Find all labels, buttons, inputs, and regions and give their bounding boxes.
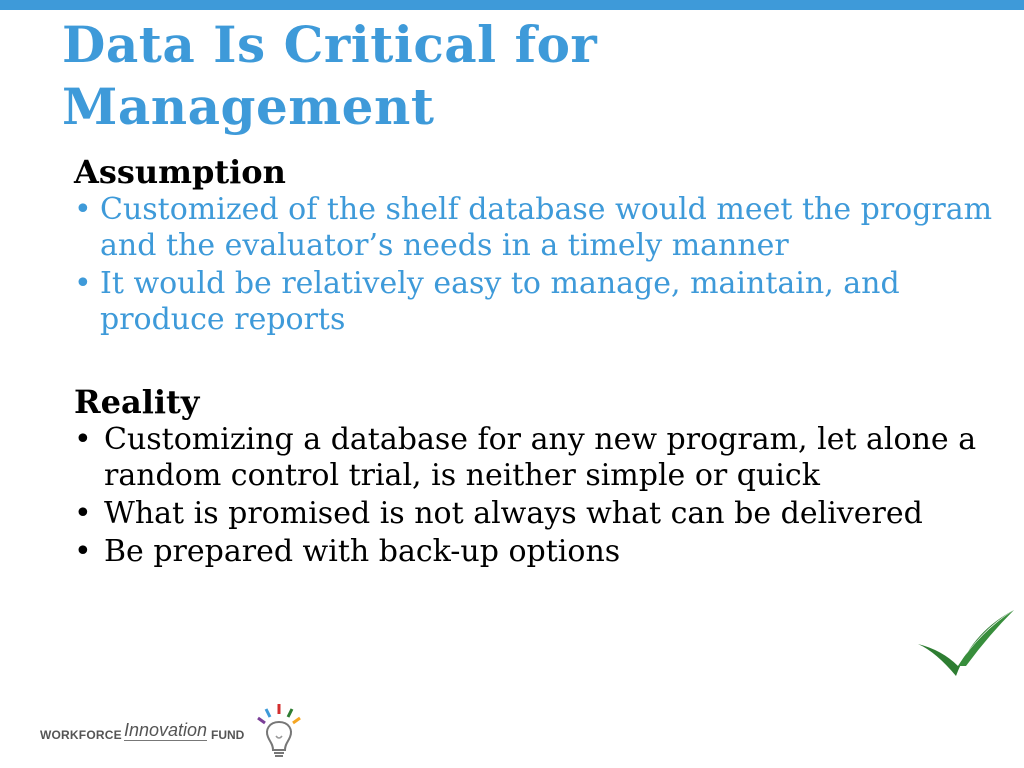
bullet-icon: •: [74, 192, 92, 227]
reality-item-text: Customizing a database for any new program, let alone a random control trial, is neither simple or quick: [104, 422, 977, 493]
slide-title-line1: Data Is Critical for: [62, 15, 598, 74]
bullet-icon: •: [74, 266, 92, 301]
section-spacer: [74, 340, 1004, 382]
logo-word-innovation: Innovation: [124, 720, 208, 740]
lightbulb-icon: [254, 702, 304, 762]
slide-title: [62, 14, 597, 138]
bullet-icon: •: [74, 496, 92, 531]
bullet-icon: •: [74, 422, 92, 457]
logo-word-workforce: WORKFORCE: [40, 728, 122, 742]
reality-item: [74, 496, 1004, 532]
reality-item-text: Be prepared with back-up options: [104, 534, 621, 569]
checkmark-icon: [914, 606, 1018, 682]
slide-title-line2: Management: [62, 77, 435, 136]
reality-item: [74, 534, 1004, 570]
reality-heading: Reality: [74, 383, 200, 421]
reality-list: [74, 422, 1004, 570]
reality-item: [74, 422, 1004, 494]
slide-body: [74, 152, 1004, 572]
reality-item-text: What is promised is not always what can be delivered: [104, 496, 923, 531]
assumption-heading: Assumption: [74, 153, 286, 191]
top-accent-bar: [0, 0, 1024, 10]
logo-word-fund: FUND: [211, 728, 245, 742]
bullet-icon: •: [74, 534, 92, 569]
assumption-item: [74, 192, 1004, 264]
assumption-item: [74, 266, 1004, 338]
assumption-item-text: Customized of the shelf database would meet the program and the evaluator’s needs in a timely manner: [100, 192, 993, 263]
assumption-item-text: It would be relatively easy to manage, maintain, and produce reports: [100, 266, 900, 337]
workforce-innovation-fund-logo: [40, 700, 320, 762]
assumption-list: [74, 192, 1004, 338]
